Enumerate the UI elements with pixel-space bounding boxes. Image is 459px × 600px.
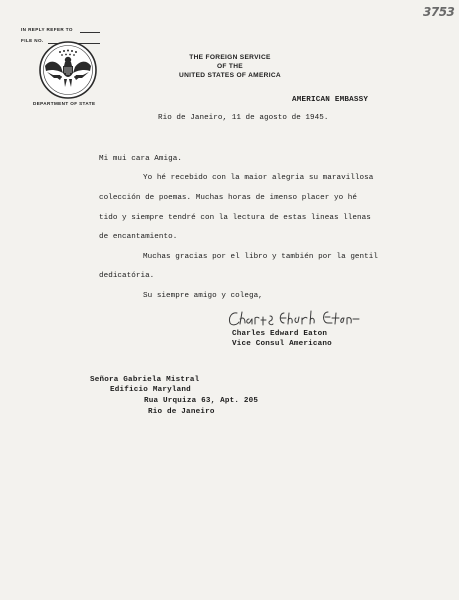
signer-name: Charles Edward Eaton (232, 330, 328, 338)
body-line: Yo hé recebido con la maior alegria su maravillosa (143, 174, 374, 182)
department-label: DEPARTMENT OF STATE (33, 101, 96, 106)
date-line: Rio de Janeiro, 11 de agosto de 1945. (158, 114, 329, 122)
closing: Su siempre amigo y colega, (143, 292, 263, 300)
embassy-label: AMERICAN EMBASSY (292, 96, 369, 104)
archive-number: 3753 (423, 5, 455, 19)
file-label: FILE NO. (21, 38, 44, 43)
body-line: dedicatória. (99, 272, 155, 280)
body-line: de encantamiento. (99, 233, 178, 241)
body-line: Muchas gracias por el libro y también por la gentil (143, 253, 378, 261)
address-line: Señora Gabriela Mistral (90, 376, 200, 384)
signature (226, 307, 366, 331)
great-seal-icon (38, 40, 98, 100)
letterhead-line-2: OF THE (217, 63, 243, 70)
salutation: Mi mui cara Amiga. (99, 155, 182, 163)
refer-label: IN REPLY REFER TO (21, 27, 73, 32)
signer-title: Vice Consul Americano (232, 340, 332, 348)
address-line: Rio de Janeiro (148, 408, 215, 416)
letterhead-line-1: THE FOREIGN SERVICE (189, 54, 271, 61)
address-line: Rua Urquiza 63, Apt. 205 (144, 397, 259, 405)
refer-line (80, 32, 100, 33)
letterhead-line-3: UNITED STATES OF AMERICA (179, 72, 281, 79)
address-line: Edificio Maryland (110, 386, 191, 394)
body-line: colección de poemas. Muchas horas de imenso placer yo hé (99, 194, 357, 202)
body-line: tido y siempre tendré con la lectura de estas lineas llenas (99, 214, 371, 222)
